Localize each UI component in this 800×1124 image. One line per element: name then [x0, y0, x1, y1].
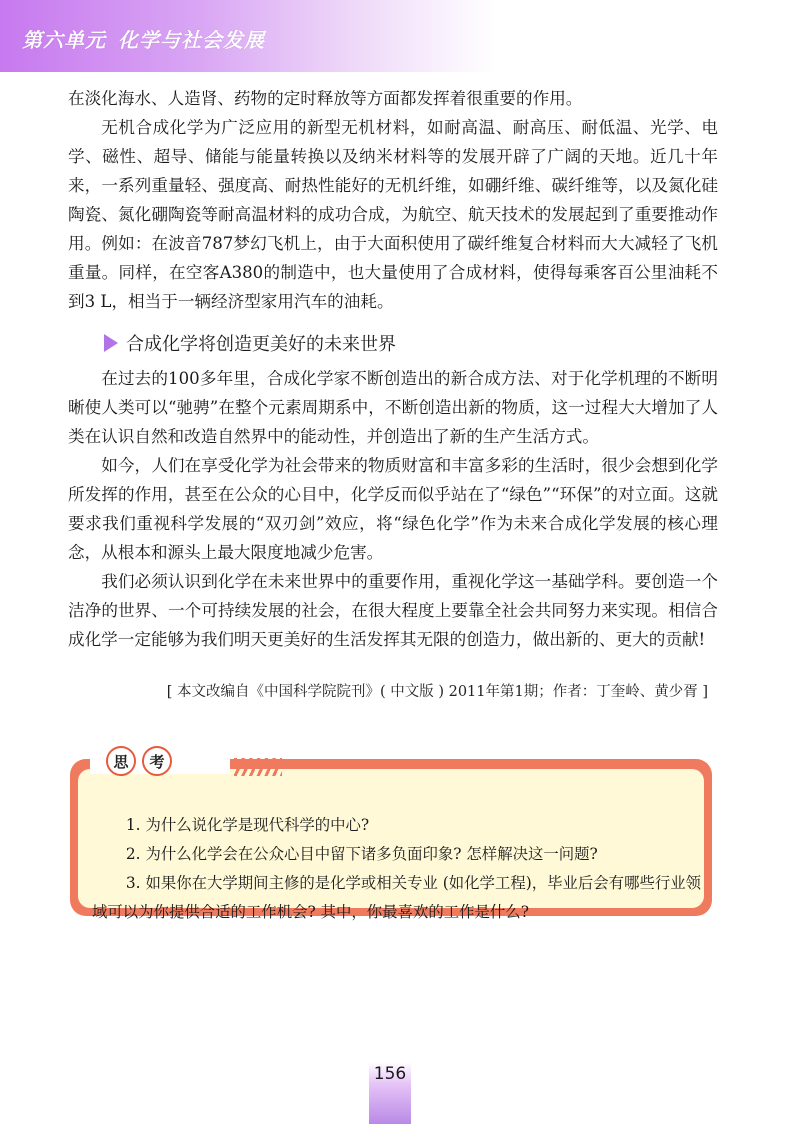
body-text-top	[68, 84, 718, 316]
question-list	[92, 811, 704, 927]
think-box-content	[78, 769, 704, 921]
think-box-tab	[90, 744, 230, 774]
section-heading	[104, 329, 396, 357]
unit-label: 第六单元	[22, 28, 106, 52]
chapter-header-band	[0, 0, 800, 72]
section-title: 合成化学将创造更美好的未来世界	[126, 334, 396, 355]
paragraph: 在淡化海水、人造肾、药物的定时释放等方面都发挥着很重要的作用。	[68, 89, 583, 108]
think-char-badge: 思	[106, 746, 136, 776]
paragraph: 在过去的100多年里，合成化学家不断创造出的新合成方法、对于化学机理的不断明晰使人类可以“驰骋”在整个元素周期系中，不断创造出新的物质，这一过程大大增加了人类在认识自然和改造自然界中的能动性，并创造出了新的生产生活方式。	[68, 369, 718, 446]
paragraph: 无机合成化学为广泛应用的新型无机材料，如耐高温、耐高压、耐低温、光学、电学、磁性、超导、储能与能量转换以及纳米材料等的发展开辟了广阔的天地。近几十年来，一系列重量轻、强度高、耐热性能好的无机纤维，如硼纤维、碳纤维等，以及氮化硅陶瓷、氮化硼陶瓷等耐高温材料的成功合成，为航空、航天技术的发展起到了重要推动作用。例如：在波音787梦幻飞机上，由于大面积使用了碳纤维复合材料而大大减轻了飞机重量。同样，在空客A380的制造中，也大量使用了合成材料，使得每乘客百公里油耗不到3 L，相当于一辆经济型家用汽车的油耗。	[68, 118, 718, 311]
paragraph: 我们必须认识到化学在未来世界中的重要作用，重视化学这一基础学科。要创造一个洁净的世界、一个可持续发展的社会，在很大程度上要靠全社会共同努力来实现。相信合成化学一定能够为我们明天更美好的生活发挥其无限的创造力，做出新的、更大的贡献!	[68, 572, 718, 649]
question-item: 2. 为什么化学会在公众心目中留下诸多负面印象? 怎样解决这一问题?	[125, 845, 598, 863]
body-text-bottom	[68, 364, 718, 654]
question-item: 1. 为什么说化学是现代科学的中心?	[125, 816, 370, 834]
question-item: 3. 如果你在大学期间主修的是化学或相关专业 (如化学工程)，毕业后会有哪些行业领域可以为你提供合适的工作机会? 其中，你最喜欢的工作是什么?	[92, 874, 702, 921]
paragraph: 如今，人们在享受化学为社会带来的物质财富和丰富多彩的生活时，很少会想到化学所发挥的作用，甚至在公众的心目中，化学反而似乎站在了“绿色”“环保”的对立面。这就要求我们重视科学发展的“双刃剑”效应，将“绿色化学”作为未来合成化学发展的核心理念，从根本和源头上最大限度地减少危害。	[68, 456, 718, 562]
chapter-header-title	[22, 24, 265, 53]
think-box-frame	[70, 759, 712, 921]
decorative-stripes	[234, 758, 282, 776]
page-number: 156	[373, 1064, 407, 1084]
unit-title: 化学与社会发展	[118, 28, 265, 52]
think-char-badge: 考	[142, 746, 172, 776]
think-box	[70, 744, 712, 921]
triangle-bullet-icon	[104, 334, 118, 352]
source-citation: [ 本文改编自《中国科学院院刊》( 中文版 ) 2011年第1期；作者：丁奎岭、黄少胥 ]	[166, 684, 708, 700]
